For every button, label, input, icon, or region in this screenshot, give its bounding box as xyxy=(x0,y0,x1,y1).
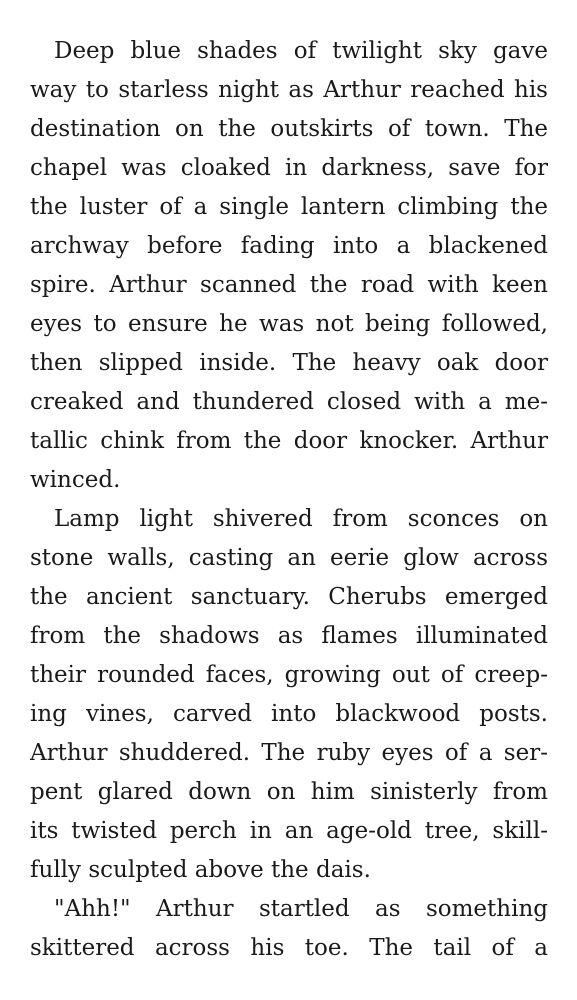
text-line: then slipped inside. The heavy oak door xyxy=(30,350,548,376)
text-line: ing vines, carved into blackwood posts. xyxy=(30,701,548,727)
text-line: "Ahh!" Arthur startled as something xyxy=(54,896,548,922)
text-line: fully sculpted above the dais. xyxy=(30,857,371,883)
text-line: their rounded faces, growing out of creep- xyxy=(30,662,548,688)
text-line: from the shadows as flames illuminated xyxy=(30,623,548,649)
text-line: Deep blue shades of twilight sky gave xyxy=(54,38,548,64)
text-line: skittered across his toe. The tail of a xyxy=(30,935,548,961)
text-line: tallic chink from the door knocker. Arthur xyxy=(30,428,548,454)
text-line: archway before fading into a blackened xyxy=(30,233,548,259)
text-line: pent glared down on him sinisterly from xyxy=(30,779,548,805)
text-line: destination on the outskirts of town. The xyxy=(30,116,548,142)
text-line: eyes to ensure he was not being followed, xyxy=(30,311,548,337)
text-line: Arthur shuddered. The ruby eyes of a ser- xyxy=(30,740,548,766)
text-line: spire. Arthur scanned the road with keen xyxy=(30,272,548,298)
text-line: chapel was cloaked in darkness, save for xyxy=(30,155,548,181)
text-line: the luster of a single lantern climbing the xyxy=(30,194,548,220)
paragraph-2 xyxy=(30,500,548,890)
text-line: stone walls, casting an eerie glow across xyxy=(30,545,548,571)
text-line: Lamp light shivered from sconces on xyxy=(54,506,548,532)
text-line: winced. xyxy=(30,467,121,493)
text-line: way to starless night as Arthur reached his xyxy=(30,77,548,103)
text-line: creaked and thundered closed with a me- xyxy=(30,389,548,415)
text-line: the ancient sanctuary. Cherubs emerged xyxy=(30,584,548,610)
text-line: its twisted perch in an age-old tree, skill- xyxy=(30,818,548,844)
paragraph-1 xyxy=(30,32,548,500)
paragraph-3 xyxy=(30,890,548,968)
